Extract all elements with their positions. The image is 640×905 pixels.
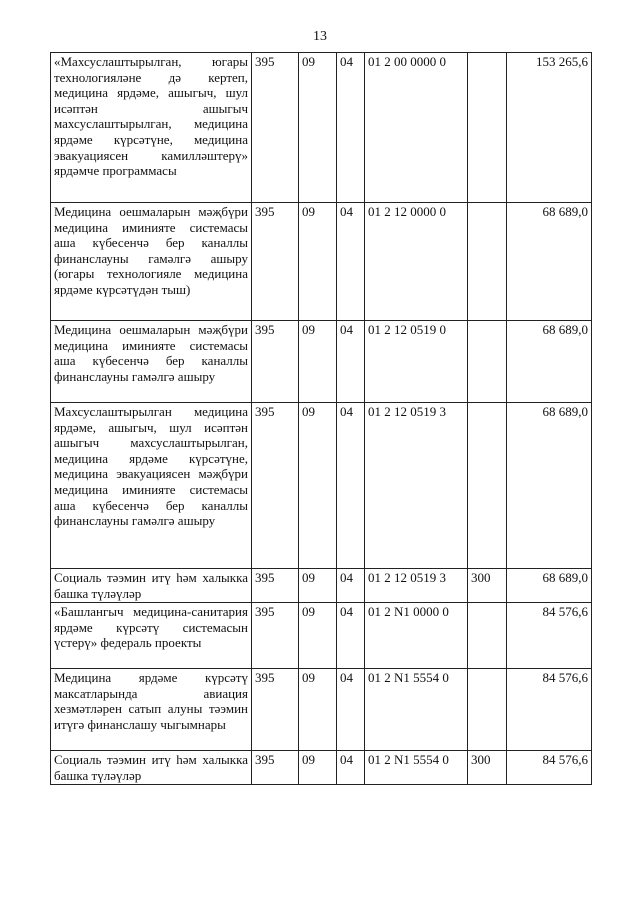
section-code: 09: [299, 569, 337, 603]
row-name: Социаль тәэмин итү һәм халыкка башка түләүләр: [51, 751, 252, 785]
page-number: 13: [313, 29, 327, 44]
subsection-code: 04: [337, 203, 365, 321]
row-name: «Башлангыч медицина-санитария ярдәме күрсәтү системасын үстерү» федераль проекты: [51, 603, 252, 669]
section-code: 09: [299, 603, 337, 669]
expense-type-code: [468, 203, 507, 321]
ministry-code: 395: [252, 203, 299, 321]
expense-type-code: [468, 669, 507, 751]
ministry-code: 395: [252, 669, 299, 751]
amount: 68 689,0: [507, 203, 592, 321]
section-code: 09: [299, 403, 337, 569]
target-article-code: 01 2 00 0000 0: [365, 53, 468, 203]
subsection-code: 04: [337, 321, 365, 403]
target-article-code: 01 2 N1 5554 0: [365, 751, 468, 785]
row-name: «Махсуслаштырылган, югары технологияләне дә кертеп, медицина ярдәме, ашыгыч, шул исәптән ашыгыч махсуслаштырылган, медицина ярдәме күрсәтүне, медицина эвакуациясен камилләштерү» ярдәмче программасы: [51, 53, 252, 203]
ministry-code: 395: [252, 403, 299, 569]
target-article-code: 01 2 12 0519 3: [365, 569, 468, 603]
row-name: Социаль тәэмин итү һәм халыкка башка түләүләр: [51, 569, 252, 603]
table-row: [51, 321, 592, 403]
table-row: [51, 403, 592, 569]
section-code: 09: [299, 203, 337, 321]
amount: 68 689,0: [507, 321, 592, 403]
row-name: Медицина оешмаларын мәҗбүри медицина иминияте системасы аша күбесенчә бер каналлы финанслауны гамәлгә ашыру: [51, 321, 252, 403]
row-name: Медицина ярдәме күрсәтү максатларында авиация хезмәтләрен сатып алуны тәэмин итүгә финанслашу чыгымнары: [51, 669, 252, 751]
ministry-code: 395: [252, 569, 299, 603]
subsection-code: 04: [337, 53, 365, 203]
amount: 68 689,0: [507, 403, 592, 569]
ministry-code: 395: [252, 751, 299, 785]
target-article-code: 01 2 N1 0000 0: [365, 603, 468, 669]
target-article-code: 01 2 N1 5554 0: [365, 669, 468, 751]
table-row: [51, 603, 592, 669]
section-code: 09: [299, 751, 337, 785]
expense-type-code: 300: [468, 569, 507, 603]
amount: 153 265,6: [507, 53, 592, 203]
ministry-code: 395: [252, 321, 299, 403]
target-article-code: 01 2 12 0519 3: [365, 403, 468, 569]
expense-type-code: [468, 403, 507, 569]
section-code: 09: [299, 321, 337, 403]
subsection-code: 04: [337, 603, 365, 669]
expense-type-code: [468, 53, 507, 203]
amount: 68 689,0: [507, 569, 592, 603]
amount: 84 576,6: [507, 751, 592, 785]
subsection-code: 04: [337, 751, 365, 785]
section-code: 09: [299, 53, 337, 203]
row-name: Медицина оешмаларын мәҗбүри медицина иминияте системасы аша күбесенчә бер каналлы финанслауны гамәлгә ашыру (югары технологияле медицина ярдәме күрсәтүдән тыш): [51, 203, 252, 321]
amount: 84 576,6: [507, 603, 592, 669]
subsection-code: 04: [337, 669, 365, 751]
amount: 84 576,6: [507, 669, 592, 751]
subsection-code: 04: [337, 569, 365, 603]
table-row: [51, 203, 592, 321]
ministry-code: 395: [252, 53, 299, 203]
target-article-code: 01 2 12 0000 0: [365, 203, 468, 321]
table-row: [51, 751, 592, 785]
target-article-code: 01 2 12 0519 0: [365, 321, 468, 403]
expense-type-code: [468, 321, 507, 403]
table-row: [51, 53, 592, 203]
row-name: Махсуслаштырылган медицина ярдәме, ашыгыч, шул исәптән ашыгыч махсуслаштырылган, медицина ярдәме күрсәтүне, медицина эвакуациясен мәҗбүри медицина иминияте системасы аша күбесенчә бер каналлы финанслауны гамәлгә ашыру: [51, 403, 252, 569]
subsection-code: 04: [337, 403, 365, 569]
table-row: [51, 669, 592, 751]
expense-type-code: [468, 603, 507, 669]
table-row: [51, 569, 592, 603]
expense-type-code: 300: [468, 751, 507, 785]
budget-table: [50, 52, 592, 785]
ministry-code: 395: [252, 603, 299, 669]
section-code: 09: [299, 669, 337, 751]
